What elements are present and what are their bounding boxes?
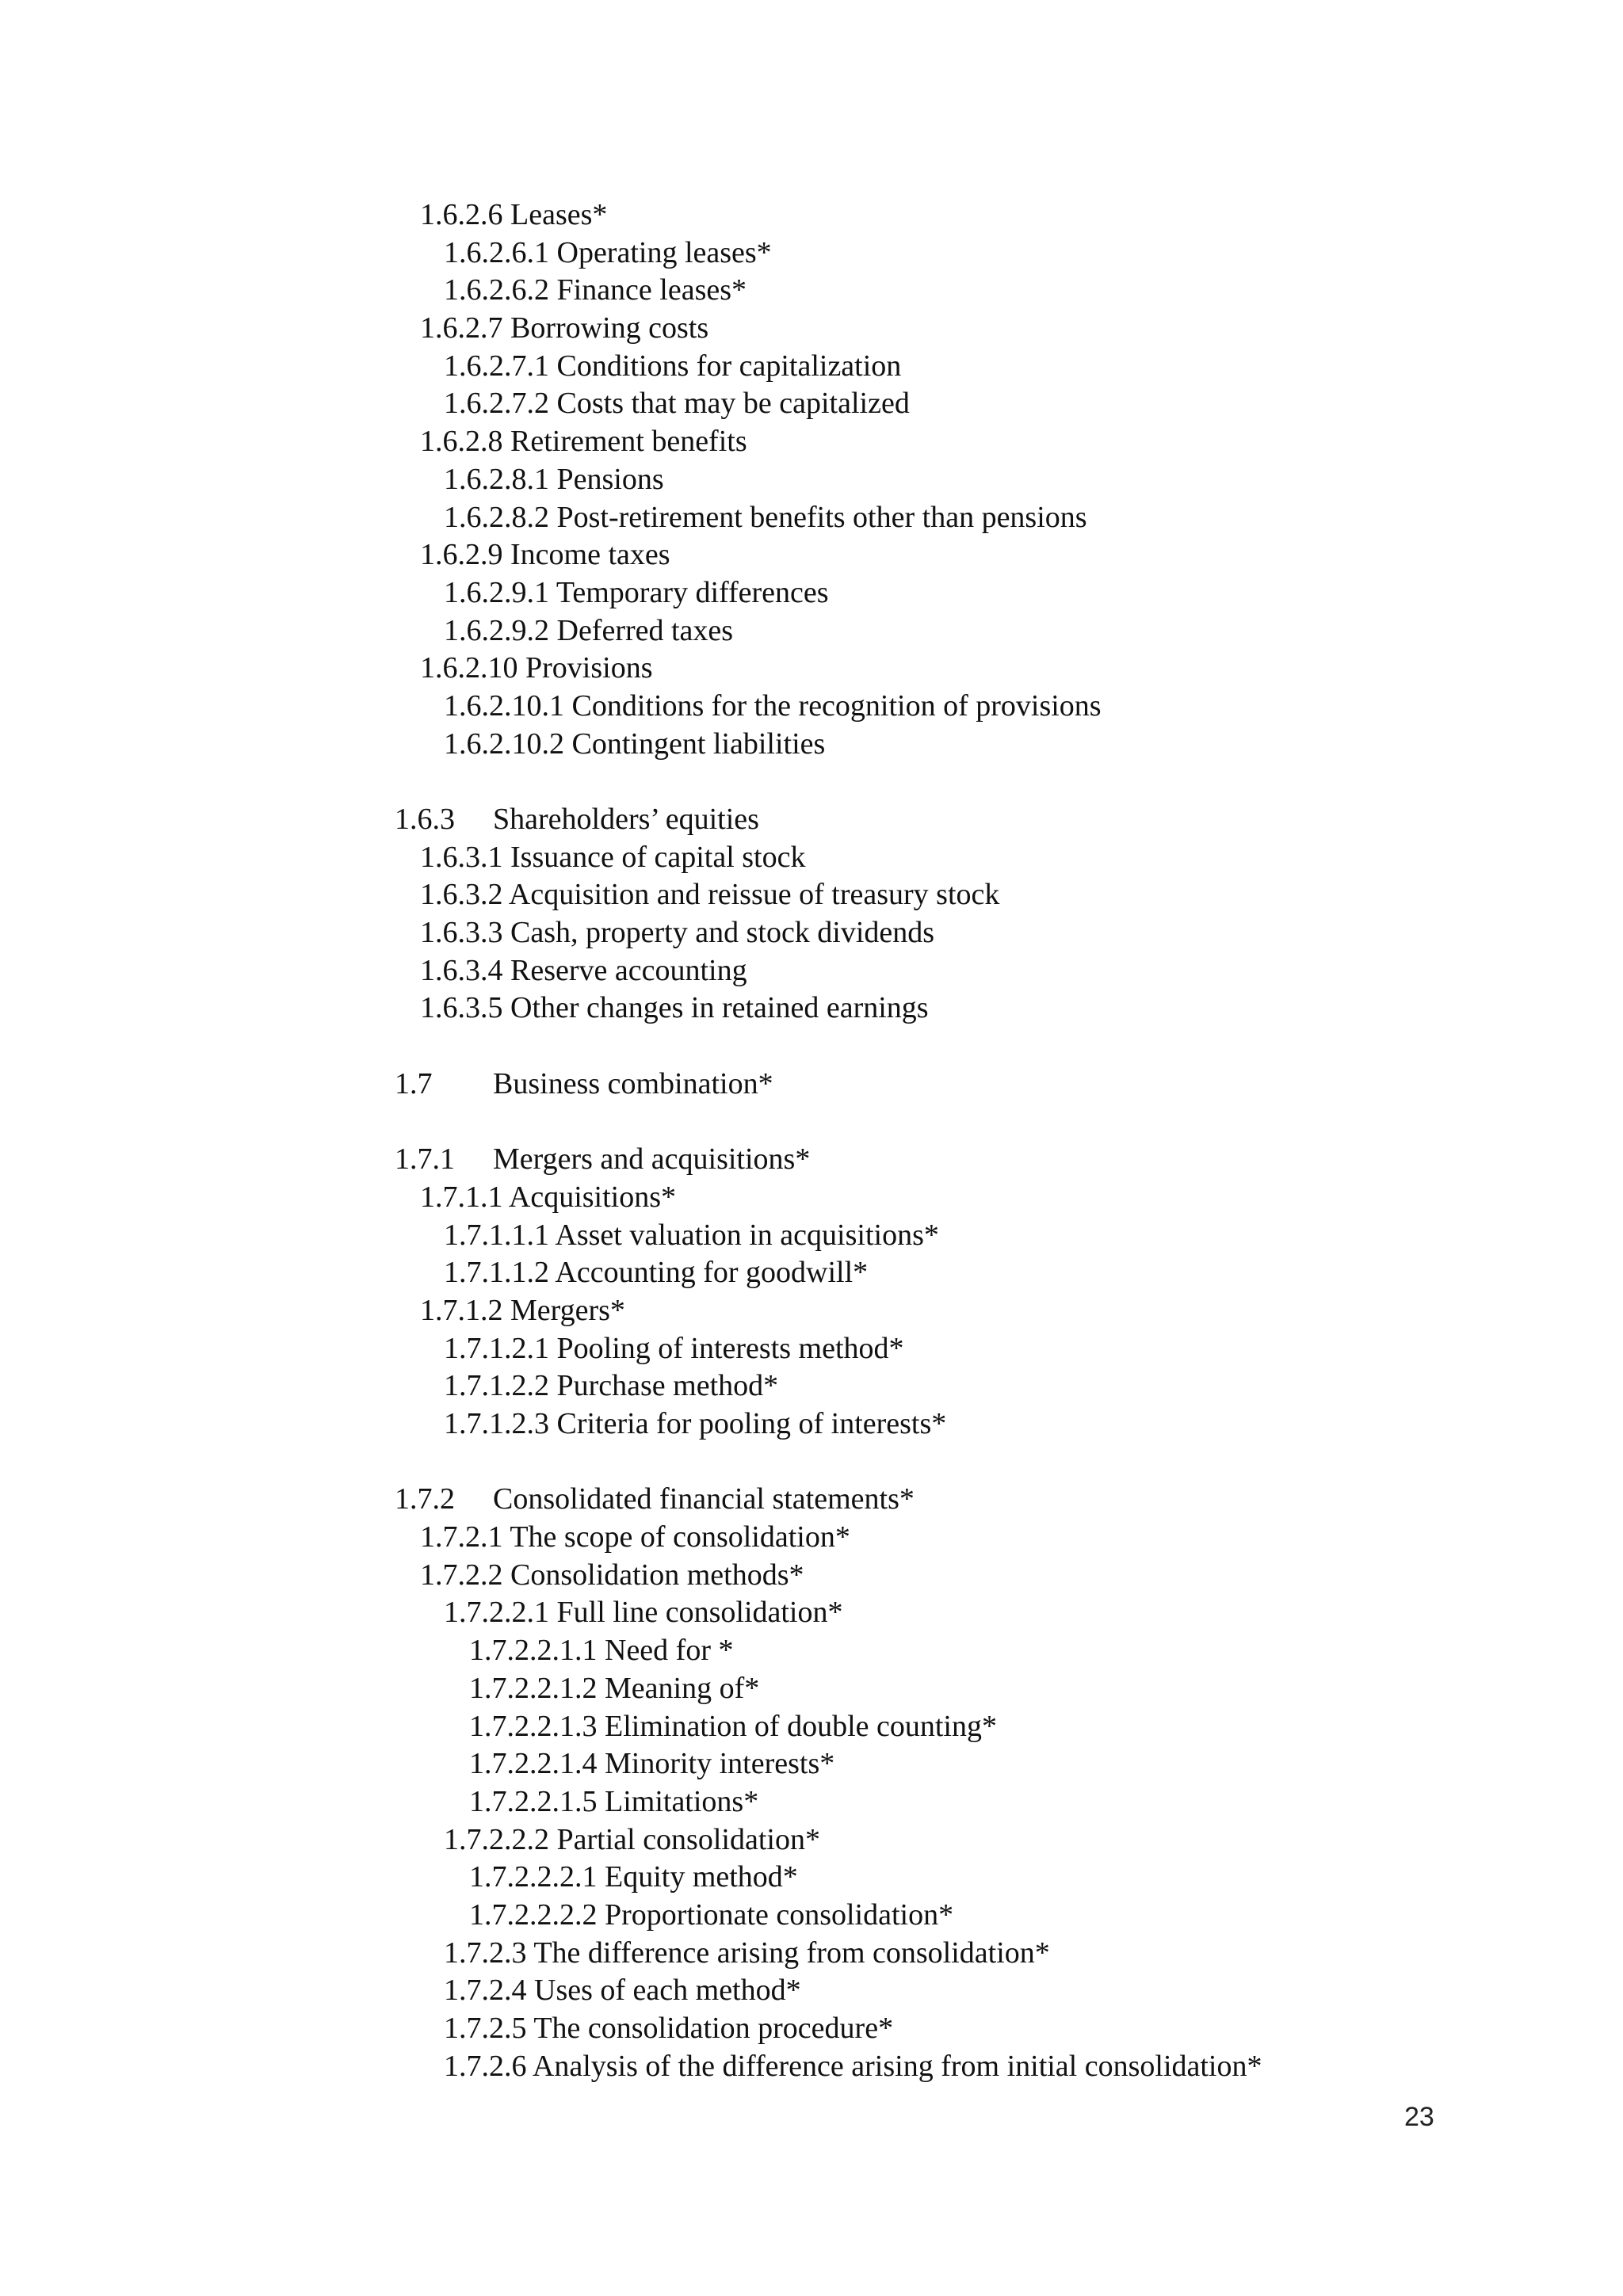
page-number: 23 [1404,2102,1434,2132]
section-number: 1.6.2.10.2 [444,727,564,761]
section-title: Conditions for the recognition of provisions [571,688,1102,723]
section-number: 1.7.2.1 [420,1520,503,1554]
section-number: 1.6.2.7.2 [444,387,549,421]
section-number: 1.6.3.2 [420,878,503,912]
section-title: Pooling of interests method* [556,1331,904,1365]
outline-entry [0,1292,1623,1330]
outline-entry [0,1179,1623,1217]
section-number: 1.6.3.5 [420,991,503,1025]
outline-entry [0,1897,1623,1935]
section-number: 1.6.2.10.1 [444,688,564,723]
section-title: Acquisition and reissue of treasury stock [508,878,1000,912]
outline-entry [0,461,1623,499]
section-title: The consolidation procedure* [533,2012,894,2045]
section-title: Meaning of* [605,1671,760,1705]
section-number: 1.7.1.2.2 [444,1369,549,1403]
outline-entry [0,310,1623,348]
section-number: 1.6.2.8.2 [444,500,549,534]
section-title: Cash, property and stock dividends [510,916,935,950]
section-number: 1.6.3.4 [420,953,503,987]
section-title: Purchase method* [556,1369,779,1403]
section-number: 1.6.3.3 [420,916,503,950]
section-number: 1.7.1 [395,1142,455,1177]
outline-entry [0,688,1623,726]
section-number: 1.7.1.1 [420,1180,503,1214]
outline-entry [0,1708,1623,1746]
section-number: 1.7.2.2.1.1 [469,1634,598,1668]
outline-entry [0,1972,1623,2010]
outline-entry [0,1066,1623,1104]
outline-entry [0,650,1623,688]
outline-entry [0,1783,1623,1821]
outline-entry [0,1745,1623,1783]
outline-entry [0,348,1623,386]
outline-entry [0,499,1623,537]
outline-entry [0,1859,1623,1897]
section-title: Acquisitions* [508,1180,677,1214]
section-number: 1.7.2.2.1.2 [469,1671,598,1705]
spacer [0,1444,1623,1482]
section-number: 1.7.2.4 [444,1974,527,2008]
spacer [0,763,1623,801]
section-number: 1.6.2.6 [420,198,503,231]
outline-entry [0,1254,1623,1292]
section-title: Mergers* [510,1293,625,1327]
section-title: Uses of each method* [534,1974,801,2008]
section-title: Accounting for goodwill* [555,1256,869,1290]
outline-entry [0,726,1623,764]
outline-entry [0,2010,1623,2048]
section-number: 1.6.3.1 [420,840,503,874]
section-number: 1.7.2.2 [420,1558,503,1592]
outline-entry [0,1594,1623,1632]
outline-entry [0,801,1623,839]
section-number: 1.6.2.9 [420,538,503,572]
section-title: Pensions [556,462,664,496]
outline-entry [0,1557,1623,1595]
section-title: Business combination* [493,1066,773,1100]
section-number: 1.7.2.2.1.4 [469,1747,598,1781]
section-number: 1.7.1.2.3 [444,1407,549,1440]
section-title: Other changes in retained earnings [510,991,929,1025]
section-title: Full line consolidation* [556,1596,843,1630]
outline-entry [0,1217,1623,1255]
section-number: 1.6.2.7.1 [444,349,549,383]
section-title: Leases* [510,198,608,231]
outline-entry [0,272,1623,310]
section-number: 1.7.2.3 [444,1936,527,1970]
section-title: The difference arising from consolidation* [533,1936,1050,1970]
section-title: Minority interests* [605,1747,835,1781]
outline-entry [0,423,1623,461]
section-number: 1.6.2.7 [420,311,503,345]
outline-entry [0,196,1623,235]
section-number: 1.7.1.2 [420,1293,503,1327]
outline-entry [0,612,1623,650]
section-number: 1.6.3 [395,803,455,836]
section-number: 1.7.1.2.1 [444,1331,549,1365]
outline-entry [0,952,1623,990]
section-number: 1.7.2.6 [444,2049,527,2083]
section-number: 1.6.2.9.1 [444,575,549,609]
section-number: 1.7.2.2.2.2 [469,1897,598,1932]
outline-entry [0,1367,1623,1405]
section-number: 1.7 [395,1066,433,1100]
section-title: Limitations* [605,1784,759,1818]
spacer [0,1028,1623,1066]
section-title: Conditions for capitalization [556,349,902,383]
section-title: Temporary differences [556,575,829,609]
outline-entry [0,1519,1623,1557]
section-number: 1.7.2.2.1.5 [469,1784,598,1818]
spacer [0,1104,1623,1142]
section-title: Equity method* [605,1860,798,1894]
section-title: The scope of consolidation* [510,1520,850,1554]
section-title: Consolidated financial statements* [493,1482,915,1516]
section-number: 1.7.1.1.1 [444,1218,549,1252]
outline-entry [0,235,1623,273]
outline-entry [0,1330,1623,1368]
outline-entry [0,1935,1623,1973]
outline-entry [0,536,1623,574]
section-number: 1.7.2.2.2 [444,1822,549,1856]
outline-entry [0,1632,1623,1670]
outline-entry [0,574,1623,612]
section-title: Post-retirement benefits other than pensions [556,500,1087,534]
outline-entry [0,876,1623,914]
section-title: Provisions [525,651,653,685]
outline-entry [0,839,1623,877]
section-number: 1.6.2.8 [420,425,503,459]
section-title: Criteria for pooling of interests* [556,1407,947,1440]
outline-entry [0,1481,1623,1519]
section-title: Finance leases* [556,273,747,307]
section-number: 1.7.2.2.1.3 [469,1709,598,1743]
section-title: Analysis of the difference arising from initial consolidation* [532,2049,1262,2083]
section-number: 1.7.2.5 [444,2012,527,2045]
section-title: Asset valuation in acquisitions* [555,1218,939,1252]
outline-entry [0,990,1623,1028]
outline-entry [0,2048,1623,2086]
section-number: 1.7.1.1.2 [444,1256,549,1290]
section-number: 1.7.2.2.1 [444,1596,549,1630]
section-number: 1.6.2.6.1 [444,235,549,269]
section-title: Elimination of double counting* [605,1709,997,1743]
section-title: Mergers and acquisitions* [493,1142,811,1177]
section-number: 1.7.2.2.2.1 [469,1860,598,1894]
section-title: Reserve accounting [510,953,747,987]
outline-entry [0,914,1623,952]
outline-entry [0,385,1623,423]
outline-entry [0,1405,1623,1444]
section-number: 1.6.2.9.2 [444,613,549,647]
section-title: Costs that may be capitalized [556,387,910,421]
outline-entry [0,1821,1623,1859]
section-title: Operating leases* [556,235,772,269]
section-title: Contingent liabilities [571,727,826,761]
section-title: Partial consolidation* [556,1822,820,1856]
section-title: Deferred taxes [556,613,734,647]
table-of-contents [0,196,1623,2085]
section-title: Issuance of capital stock [510,840,806,874]
section-title: Consolidation methods* [510,1558,804,1592]
section-number: 1.6.2.10 [420,651,518,685]
section-number: 1.7.2 [395,1482,455,1516]
section-title: Need for * [605,1634,734,1668]
section-title: Retirement benefits [510,425,747,459]
outline-entry [0,1141,1623,1179]
section-title: Shareholders’ equities [493,803,759,836]
outline-entry [0,1670,1623,1708]
section-title: Proportionate consolidation* [605,1897,954,1932]
section-number: 1.6.2.8.1 [444,462,549,496]
section-number: 1.6.2.6.2 [444,273,549,307]
section-title: Borrowing costs [510,311,709,345]
section-title: Income taxes [510,538,670,572]
